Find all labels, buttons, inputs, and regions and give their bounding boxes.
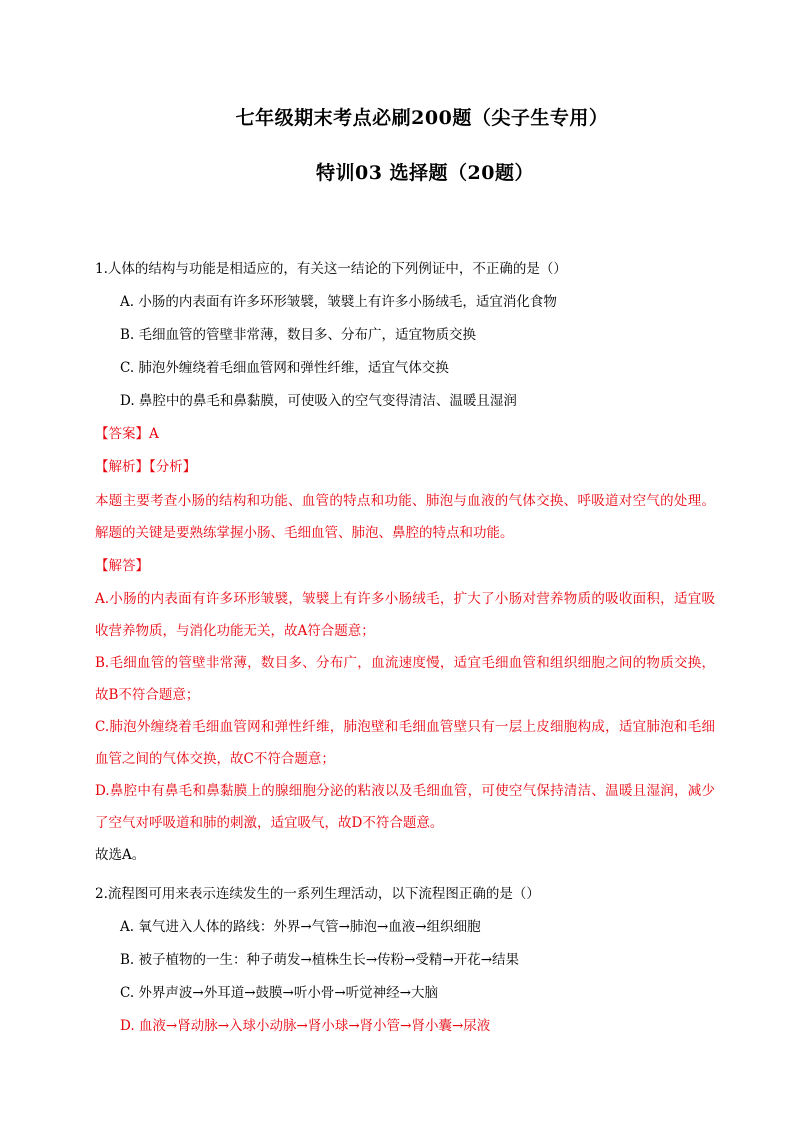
question-2-option-c: C. 外界声波→外耳道→鼓膜→听小骨→听觉神经→大脑 xyxy=(120,985,438,1001)
question-2 xyxy=(95,878,715,1043)
question-2-option-d: D. 血液→肾动脉→入球小动脉→肾小球→肾小管→肾小囊→尿液 xyxy=(120,1018,491,1034)
question-2-option-b: B. 被子植物的一生：种子萌发→植株生长→传粉→受精→开花→结果 xyxy=(120,952,520,968)
document-title: 七年级期末考点必刷200题（尖子生专用） xyxy=(235,107,609,129)
question-1-solution-label: 【解答】 xyxy=(95,558,149,574)
question-1-analysis-label: 【解析】【分析】 xyxy=(95,459,197,475)
question-2-option-a: A. 氧气进入人体的路线：外界→气管→肺泡→血液→组织细胞 xyxy=(120,919,481,935)
question-1-analysis-text: 本题主要考查小肠的结构和功能、血管的特点和功能、肺泡与血液的气体交换、呼吸道对空气的处理。解题的关键是要熟练掌握小肠、毛细血管、肺泡、鼻腔的特点和功能。 xyxy=(95,493,715,541)
question-1-option-d: D. 鼻腔中的鼻毛和鼻黏膜，可使吸入的空气变得清洁、温暖且湿润 xyxy=(120,393,517,409)
question-1-option-b: B. 毛细血管的管壁非常薄，数目多、分布广，适宜物质交换 xyxy=(120,327,477,343)
question-1-solution-a: A.小肠的内表面有许多环形皱襞，皱襞上有许多小肠绒毛，扩大了小肠对营养物质的吸收面积，适宜吸收营养物质，与消化功能无关，故A符合题意； xyxy=(95,591,715,639)
question-1-solution-b: B.毛细血管的管壁非常薄，数目多、分布广，血流速度慢，适宜毛细血管和组织细胞之间的物质交换，故B不符合题意； xyxy=(95,655,715,703)
document-subtitle: 特训03 选择题（20题） xyxy=(316,162,534,184)
question-1 xyxy=(95,253,715,872)
question-1-conclusion: 故选A。 xyxy=(95,847,146,863)
question-1-solution-c: C.肺泡外缠绕着毛细血管网和弹性纤维，肺泡壁和毛细血管壁只有一层上皮细胞构成，适宜肺泡和毛细血管之间的气体交换，故C不符合题意； xyxy=(95,719,715,767)
question-2-stem: 2.流程图可用来表示连续发生的一系列生理活动，以下流程图正确的是（） xyxy=(95,886,540,902)
question-1-answer: 【答案】A xyxy=(95,426,159,442)
question-1-option-c: C. 肺泡外缠绕着毛细血管网和弹性纤维，适宜气体交换 xyxy=(120,360,449,376)
question-1-solution-d: D.鼻腔中有鼻毛和鼻黏膜上的腺细胞分泌的粘液以及毛细血管，可使空气保持清洁、温暖且湿润，减少了空气对呼吸道和肺的刺激，适宜吸气，故D不符合题意。 xyxy=(95,783,715,831)
question-1-option-a: A. 小肠的内表面有许多环形皱襞，皱襞上有许多小肠绒毛，适宜消化食物 xyxy=(120,294,557,310)
question-1-stem: 1.人体的结构与功能是相适应的，有关这一结论的下列例证中，不正确的是（） xyxy=(95,261,567,277)
